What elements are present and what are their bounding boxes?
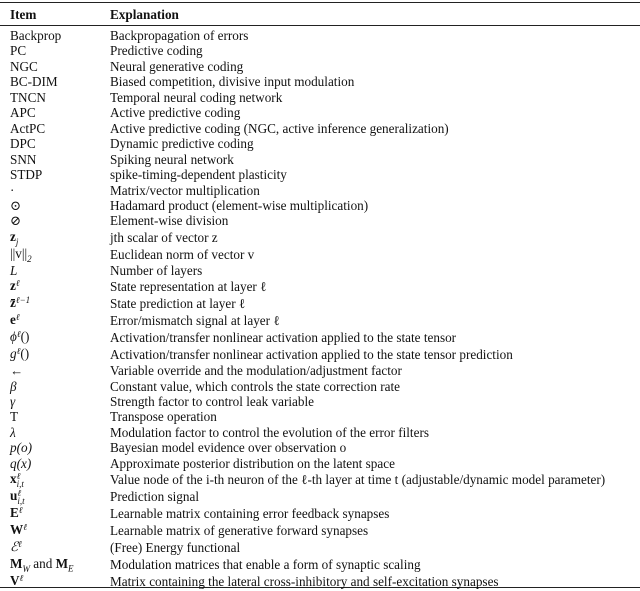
item-cell (0, 24, 110, 43)
item-symbol: BC-DIM (10, 74, 58, 90)
explanation-cell: Predictive coding (110, 43, 203, 59)
item-cell (0, 488, 110, 505)
item-cell (0, 198, 110, 213)
item-symbol: · (10, 182, 15, 198)
item-symbol: L (10, 262, 18, 278)
item-symbol: x (10, 471, 17, 487)
explanation-cell: Active predictive coding (110, 105, 241, 121)
item-scripts (16, 296, 30, 312)
item-symbol: z (10, 278, 16, 294)
item-cell (0, 471, 110, 488)
item-scripts (22, 557, 30, 573)
item-cell (0, 263, 110, 278)
item-cell (0, 394, 110, 409)
item-symbol: E (10, 505, 19, 521)
item-cell (0, 379, 110, 394)
item-symbol: DPC (10, 136, 36, 152)
item-cell (0, 183, 110, 198)
explanation-cell: Transpose operation (110, 409, 217, 425)
item-subscript (20, 582, 24, 590)
explanation-cell: Element-wise division (110, 213, 229, 229)
item-subscript: 2 (27, 253, 32, 264)
header-item: Item (10, 6, 37, 22)
item-superscript: ℓ (19, 573, 24, 584)
item-symbol: p(o) (10, 440, 32, 456)
item-scripts (16, 279, 20, 295)
item-symbol: ActPC (10, 120, 46, 136)
item-symbol: β (10, 378, 17, 394)
explanation-cell: Bayesian model evidence over observation o (110, 440, 347, 456)
table-row (0, 488, 605, 505)
item-cell (0, 152, 110, 167)
table-row (0, 59, 605, 74)
item-cell (0, 167, 110, 182)
explanation-cell: Activation/transfer nonlinear activation applied to the state tensor prediction (110, 346, 513, 362)
table-row (0, 329, 605, 346)
item-symbol: SNN (10, 151, 37, 167)
item-symbol: q(x) (10, 455, 32, 471)
table-row (0, 152, 605, 167)
item-subscript: W (22, 564, 30, 575)
item-symbol: PC (10, 43, 27, 59)
explanation-cell: Value node of the i-th neuron of the ℓ-th layer at time t (adjustable/dynamic model parameter) (110, 472, 606, 488)
explanation-cell: Learnable matrix of generative forward synapses (110, 522, 369, 538)
item-symbol: ⊙ (10, 197, 22, 213)
item-subscript (16, 321, 20, 329)
top-rule (0, 2, 640, 3)
table-row (0, 213, 605, 228)
table-row (0, 74, 605, 89)
item-symbol: γ (10, 394, 16, 410)
item-cell (0, 59, 110, 74)
item-symbol: STDP (10, 167, 43, 183)
item-subscript (16, 287, 20, 295)
header-explanation: Explanation (110, 6, 179, 22)
explanation-cell: jth scalar of vector z (110, 229, 218, 245)
item-superscript: ℓ (18, 505, 23, 516)
item-superscript: ℓ−1 (15, 295, 31, 306)
item-subscript-2: E (68, 563, 74, 574)
table-row (0, 246, 605, 263)
table-row (0, 105, 605, 120)
item-scripts (27, 247, 32, 263)
item-symbol: z̄ (10, 295, 16, 311)
item-symbol: λ (10, 424, 16, 440)
item-cell (0, 136, 110, 151)
table-row (0, 505, 605, 522)
item-cell (0, 346, 110, 363)
table-row (0, 136, 605, 151)
item-superscript: ℓ (15, 312, 20, 323)
explanation-cell: State representation at layer ℓ (110, 279, 267, 295)
explanation-cell: Euclidean norm of vector v (110, 246, 255, 262)
item-cell (0, 278, 110, 295)
item-cell (0, 363, 110, 378)
explanation-cell: Active predictive coding (NGC, active inference generalization) (110, 120, 449, 136)
table-row (0, 167, 605, 182)
item-symbol: W (10, 522, 24, 538)
table-row (0, 456, 605, 471)
item-superscript: ℓ (23, 522, 27, 533)
table-row (0, 229, 605, 246)
item-symbol: Backprop (10, 28, 62, 43)
item-symbol: ϕ (10, 329, 17, 345)
explanation-cell: Spiking neural network (110, 151, 234, 167)
item-cell (0, 539, 110, 556)
item-cell (0, 229, 110, 246)
item-cell (0, 74, 110, 89)
item-symbol: ||v|| (10, 245, 28, 261)
item-cell (0, 409, 110, 424)
explanation-cell: Modulation factor to control the evolution of the error filters (110, 424, 429, 440)
explanation-cell: State prediction at layer ℓ (110, 296, 246, 311)
item-scripts (18, 540, 22, 556)
header-row (0, 5, 605, 24)
item-superscript: ℓ (16, 329, 21, 340)
explanation-cell: Strength factor to control leak variable (110, 394, 314, 410)
item-cell (0, 43, 110, 58)
explanation-cell: Neural generative coding (110, 58, 244, 74)
item-suffix: () (20, 329, 30, 345)
item-superscript: ℓ (18, 539, 22, 550)
item-cell (0, 105, 110, 120)
explanation-cell: spike-timing-dependent plasticity (110, 167, 287, 183)
item-cell (0, 440, 110, 455)
item-cell (0, 522, 110, 539)
item-cell (0, 456, 110, 471)
item-cell (0, 329, 110, 346)
table-row (0, 394, 605, 409)
item-symbol: APC (10, 105, 36, 121)
item-symbol: NGC (10, 58, 38, 74)
table-row (0, 24, 605, 43)
table-row (0, 409, 605, 424)
explanation-cell: Dynamic predictive coding (110, 136, 254, 152)
item-cell (0, 505, 110, 522)
item-symbol: g (10, 346, 17, 362)
table-row (0, 278, 605, 295)
explanation-cell: Matrix/vector multiplication (110, 182, 260, 198)
item-superscript: ℓ (15, 278, 20, 289)
table-row (0, 295, 605, 312)
explanation-cell: (Free) Energy functional (110, 539, 241, 555)
item-symbol: T (10, 409, 19, 425)
item-symbol: TNCN (10, 89, 46, 105)
item-subscript (18, 548, 22, 556)
table-row (0, 90, 605, 105)
item-superscript: ℓ (16, 346, 21, 357)
explanation-cell: Number of layers (110, 262, 203, 278)
item-symbol: ⊘ (10, 213, 22, 229)
item-subscript: j (15, 236, 19, 247)
item-scripts (17, 472, 24, 488)
table-row (0, 198, 605, 213)
table-row (0, 43, 605, 58)
explanation-cell: Matrix containing the lateral cross-inhibitory and self-excitation synapses (110, 573, 499, 589)
explanation-cell: Biased competition, divisive input modulation (110, 74, 355, 90)
explanation-cell: Modulation matrices that enable a form of synaptic scaling (110, 556, 421, 572)
table-row (0, 425, 605, 440)
table-row (0, 573, 605, 590)
explanation-cell: Activation/transfer nonlinear activation applied to the state tensor (110, 329, 457, 345)
item-cell (0, 425, 110, 440)
explanation-cell: Error/mismatch signal at layer ℓ (110, 312, 280, 328)
item-subscript (16, 304, 30, 312)
explanation-cell: Approximate posterior distribution on the latent space (110, 455, 395, 471)
table-row (0, 471, 605, 488)
item-subscript (23, 531, 27, 539)
item-cell (0, 556, 110, 573)
item-cell (0, 312, 110, 329)
item-symbol: e (10, 312, 16, 328)
item-symbol-2: M (55, 556, 69, 572)
item-cell (0, 121, 110, 136)
item-superscript: ℓ (17, 488, 22, 499)
item-scripts (19, 506, 23, 522)
table-row (0, 440, 605, 455)
explanation-cell: Learnable matrix containing error feedback synapses (110, 505, 390, 521)
item-scripts (23, 523, 27, 539)
item-subscript: i,t (17, 496, 25, 507)
table-row (0, 121, 605, 136)
table-row (0, 312, 605, 329)
notation-table (0, 5, 605, 590)
item-suffix: () (20, 346, 30, 362)
table-row (0, 539, 605, 556)
item-symbol: M (10, 556, 23, 572)
table-row (0, 183, 605, 198)
table-row (0, 522, 605, 539)
item-suffix: and (29, 556, 56, 572)
explanation-cell: Variable override and the modulation/adjustment factor (110, 363, 402, 379)
item-symbol: V (10, 573, 20, 589)
table-row (0, 263, 605, 278)
table-row (0, 556, 605, 573)
item-cell (0, 213, 110, 228)
item-subscript (19, 514, 23, 522)
item-subscript: i,t (16, 479, 24, 490)
item-cell (0, 90, 110, 105)
item-superscript: ℓ (16, 471, 21, 482)
item-cell (0, 295, 110, 312)
table-row (0, 346, 605, 363)
item-scripts (16, 313, 20, 329)
table-row (0, 363, 605, 378)
item-scripts (17, 489, 24, 505)
explanation-cell: Hadamard product (element-wise multiplication) (110, 197, 369, 213)
item-cell (0, 573, 110, 590)
explanation-cell: Constant value, which controls the state correction rate (110, 378, 401, 394)
item-symbol: ℰ (10, 539, 18, 555)
item-scripts (16, 230, 19, 246)
item-symbol: ← (10, 363, 24, 379)
item-symbol: z (10, 228, 16, 244)
explanation-cell: Temporal neural coding network (110, 89, 283, 105)
explanation-cell: Prediction signal (110, 489, 200, 505)
table-row (0, 379, 605, 394)
item-cell (0, 246, 110, 263)
item-scripts (20, 574, 24, 590)
item-symbol: u (10, 488, 18, 504)
explanation-cell: Backpropagation of errors (110, 28, 249, 43)
